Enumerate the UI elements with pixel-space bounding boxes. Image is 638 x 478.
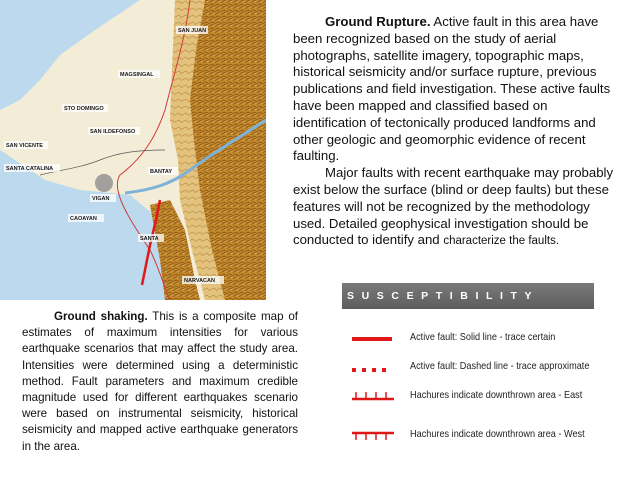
rupture-body: Active fault in this area have been recognized based on the study of aerial photographs, satellite imagery, topographic maps, historical seismicity and/or surface rupture, previous publications and field investigation. These active faults have been mapped and classified based on identification of tectonically produced landforms and other geologic and geomorphic evidence of recent faulting. bbox=[293, 14, 611, 164]
town-center bbox=[95, 174, 113, 192]
hachure-west-symbol bbox=[346, 426, 406, 446]
legend-label: Hachures indicate downthrown area - West bbox=[410, 429, 585, 440]
dashed-line-symbol bbox=[346, 358, 406, 378]
rupture-title: Ground Rupture. bbox=[325, 14, 431, 29]
shaking-body: This is a composite map of estimates of maximum intensities for various earthquake scenarios that may affect the study area. Intensities were determined using a deterministic method. Fault parameters and maximum credible magnitude used for different earthquakes scenario were based on instrumental seismicity, historical seismicity and mapped active earthquake generators in the area. bbox=[22, 310, 298, 453]
rupture-para2-tail: characterize the faults. bbox=[443, 235, 560, 248]
legend-item-dashed-fault bbox=[346, 358, 626, 378]
map-graphic bbox=[0, 0, 266, 300]
legend-label: Hachures indicate downthrown area - East bbox=[410, 390, 583, 401]
legend-item-hachure-east bbox=[346, 387, 626, 407]
map-label-narvacan: NARVACAN bbox=[184, 278, 215, 284]
rupture-paragraph-2 bbox=[293, 165, 615, 250]
map-label-sto-domingo: STO DOMINGO bbox=[64, 106, 104, 112]
susceptibility-header: SUSCEPTIBILITY bbox=[342, 283, 594, 309]
solid-line-symbol bbox=[346, 329, 406, 349]
map-label-vigan: VIGAN bbox=[92, 196, 110, 202]
ground-rupture-text bbox=[293, 14, 615, 250]
legend-label: Active fault: Dashed line - trace approximate bbox=[410, 361, 590, 372]
legend-item-hachure-west bbox=[346, 426, 626, 446]
map-label-magsingal: MAGSINGAL bbox=[120, 72, 154, 78]
ground-shaking-text bbox=[22, 309, 298, 455]
hachure-east-symbol bbox=[346, 387, 406, 407]
legend-label: Active fault: Solid line - trace certain bbox=[410, 332, 556, 343]
rupture-para2-main: Major faults with recent earthquake may probably exist below the surface (blind or deep faults) but these features will not be recognized by the methodology used. Detailed geophysical investigation should be conducted to identify and bbox=[293, 165, 614, 248]
map-label-san-vicente: SAN VICENTE bbox=[6, 143, 43, 149]
map-label-santa: SANTA bbox=[140, 236, 159, 242]
map-label-bantay: BANTAY bbox=[150, 169, 173, 175]
rupture-paragraph-1 bbox=[293, 14, 615, 165]
map-label-caoayan: CAOAYAN bbox=[70, 216, 97, 222]
map-label-santa-catalina: SANTA CATALINA bbox=[6, 166, 54, 172]
hazard-map bbox=[0, 0, 266, 300]
map-label-san-ildefonso: SAN ILDEFONSO bbox=[90, 129, 136, 135]
shaking-title: Ground shaking. bbox=[54, 310, 148, 323]
legend-item-solid-fault bbox=[346, 329, 626, 349]
map-label-san-juan: SAN JUAN bbox=[178, 28, 207, 34]
